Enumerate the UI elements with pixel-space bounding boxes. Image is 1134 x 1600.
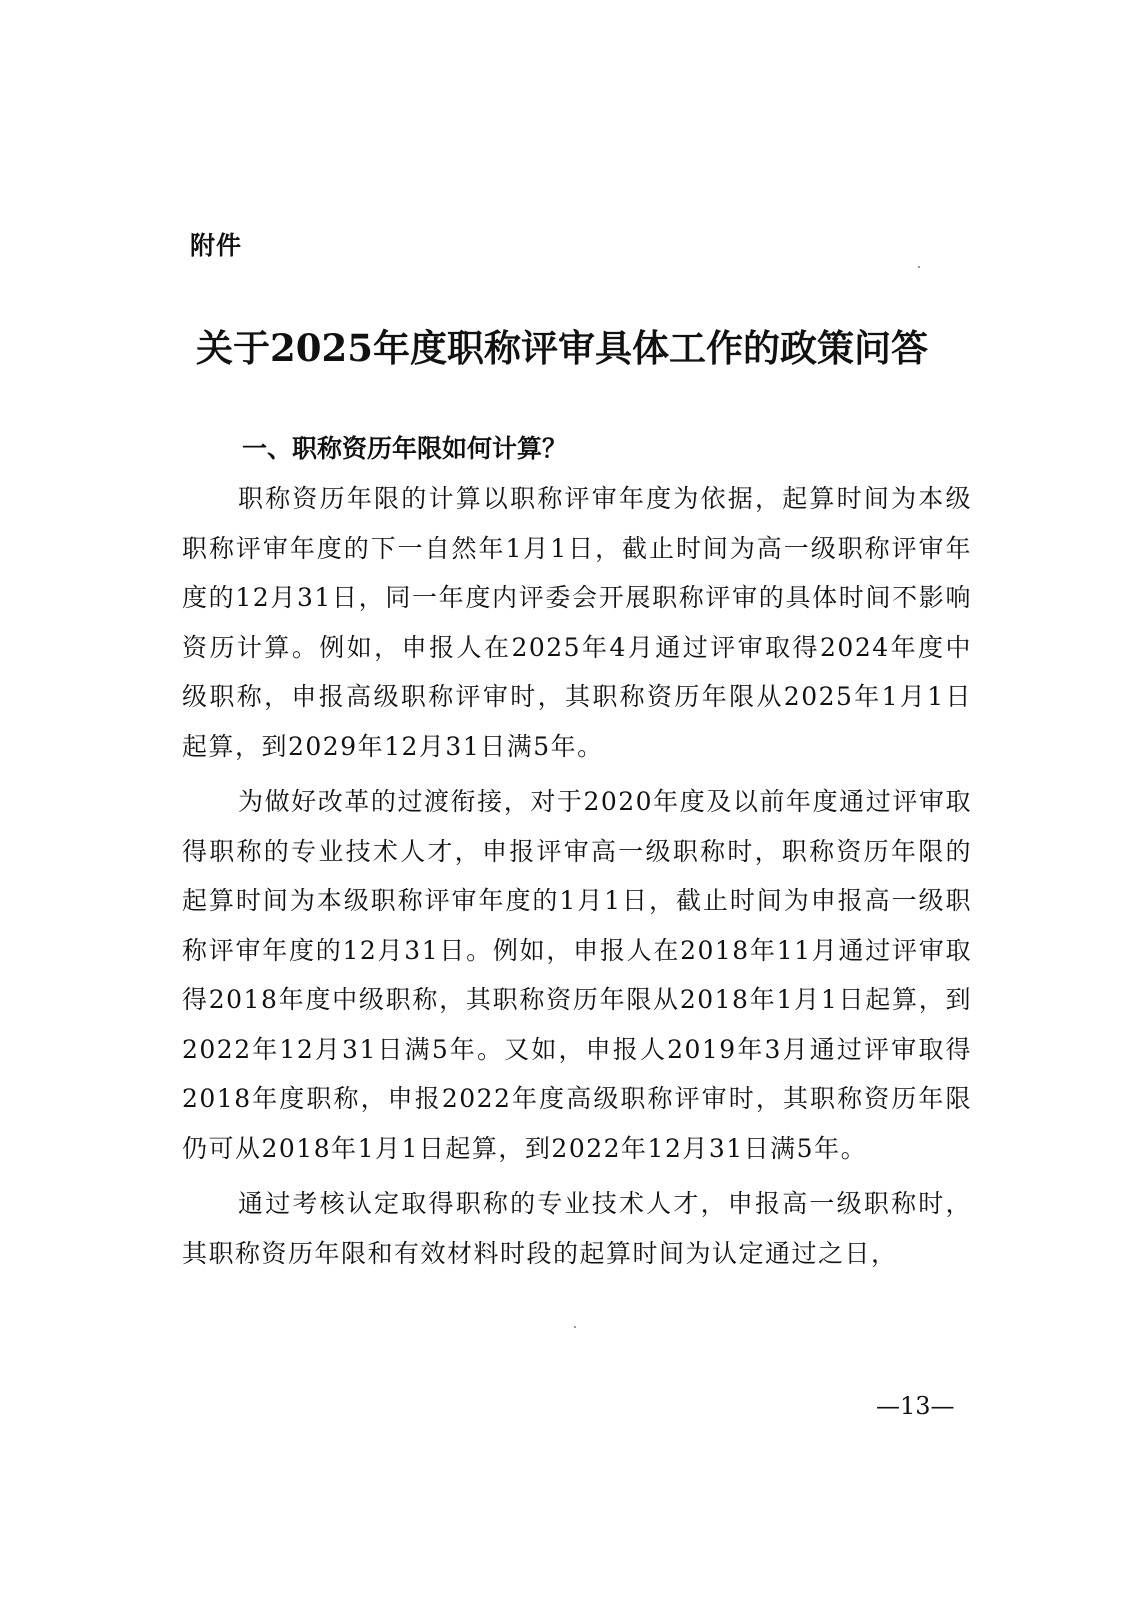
scan-speck	[918, 266, 920, 268]
document-body	[182, 424, 972, 1278]
attachment-label: 附件	[190, 231, 243, 260]
page-number: —13—	[876, 1392, 955, 1420]
paragraph: 职称资历年限的计算以职称评审年度为依据，起算时间为本级职称评审年度的下一自然年1月1日，截止时间为高一级职称评审年度的12月31日，同一年度内评委会开展职称评审的具体时间不影响资历计算。例如，申报人在2025年4月通过评审取得2024年度中级职称，申报高级职称评审时，其职称资历年限从2025年1月1日起算，到2029年12月31日满5年。	[182, 484, 972, 761]
paragraph: 为做好改革的过渡衔接，对于2020年度及以前年度通过评审取得职称的专业技术人才，申报评审高一级职称时，职称资历年限的起算时间为本级职称评审年度的1月1日，截止时间为申报高一级职称评审年度的12月31日。例如，申报人在2018年11月通过评审取得2018年度中级职称，其职称资历年限从2018年1月1日起算，到2022年12月31日满5年。又如，申报人2019年3月通过评审取得2018年度职称，申报2022年度高级职称评审时，其职称资历年限仍可从2018年1月1日起算，到2022年12月31日满5年。	[182, 787, 972, 1163]
paragraph: 通过考核认定取得职称的专业技术人才，申报高一级职称时，其职称资历年限和有效材料时段的起算时间为认定通过之日，	[182, 1189, 972, 1268]
document-title: 关于2025年度职称评审具体工作的政策问答	[196, 326, 928, 370]
scan-speck	[574, 1326, 576, 1328]
section-heading: 一、职称资历年限如何计算？	[242, 434, 568, 463]
